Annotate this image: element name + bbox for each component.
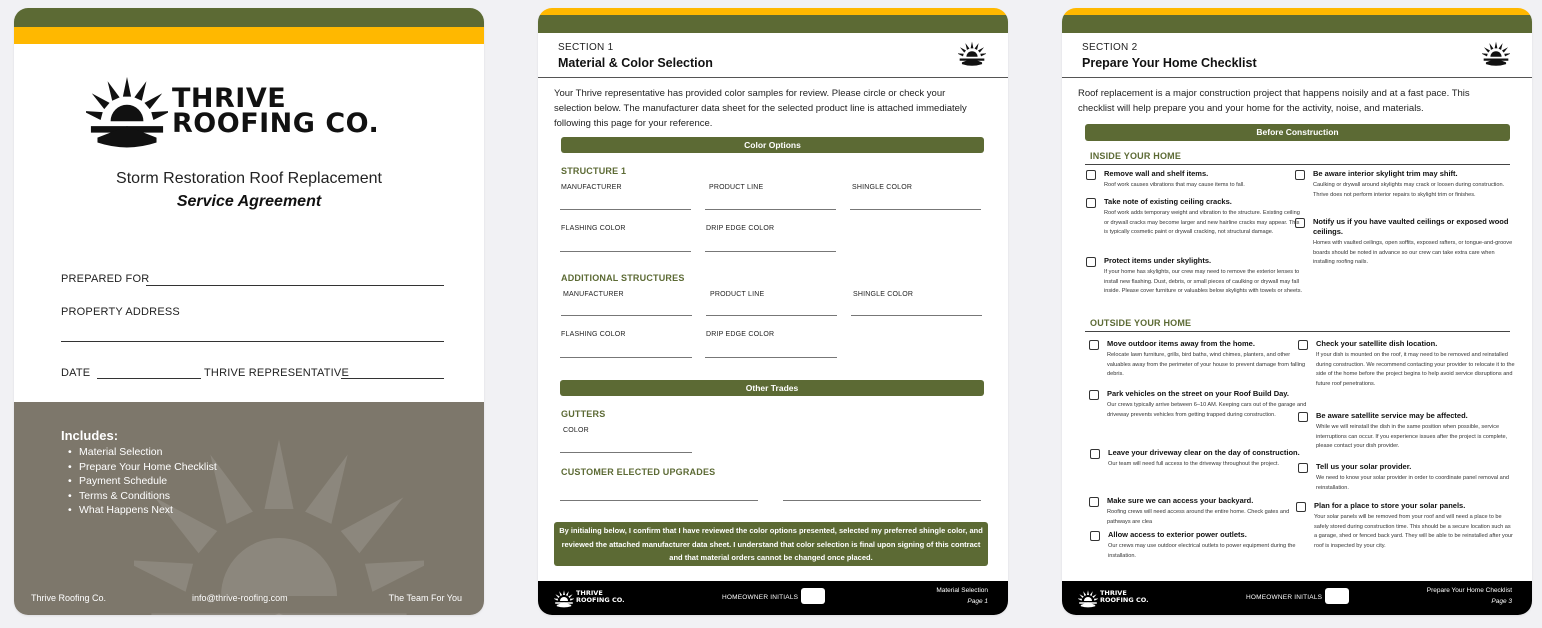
checkbox[interactable] xyxy=(1295,170,1305,180)
sun-logo-icon xyxy=(958,40,986,68)
checkbox[interactable] xyxy=(1089,497,1099,507)
flashing-color-field[interactable] xyxy=(560,357,692,358)
footer-logo xyxy=(1078,589,1158,607)
includes-title: Includes: xyxy=(61,428,119,443)
prepared-for-label: PREPARED FOR xyxy=(61,273,150,285)
shingle-color-field[interactable] xyxy=(851,315,982,316)
cover-footer xyxy=(14,593,484,607)
footer-tagline: The Team For You xyxy=(388,593,462,603)
sun-logo-icon xyxy=(1482,40,1510,68)
gutters-heading: GUTTERS xyxy=(561,409,606,419)
drip-edge-label: DRIP EDGE COLOR xyxy=(706,225,775,232)
checkbox[interactable] xyxy=(1086,198,1096,208)
checkbox[interactable] xyxy=(1086,170,1096,180)
checklist-item: Notify us if you have vaulted ceilings or exposed wood ceilings. Homes with vaulted ceilings, open soffits, exposed rafters, or tongue-and-groove boards should be noted in advance so our crew can take extra care when installing roofing nails. xyxy=(1313,217,1513,268)
top-green-band xyxy=(1062,15,1532,33)
structure1-heading: STRUCTURE 1 xyxy=(561,166,627,176)
upgrade-field-2[interactable] xyxy=(783,500,981,501)
footer-logo-line-1: THRIVE xyxy=(1100,589,1127,597)
flashing-color-label: FLASHING COLOR xyxy=(561,225,626,232)
homeowner-initials-field[interactable] xyxy=(1325,588,1349,604)
sun-logo-icon xyxy=(86,72,168,154)
cover-title: Storm Restoration Roof Replacement xyxy=(116,170,382,187)
manufacturer-field[interactable] xyxy=(560,209,691,210)
section-intro: Your Thrive representative has provided color samples for review. Please circle or check your selection below. The manufacturer data sheet for the selected product line is attached immediately following this page for your reference. xyxy=(554,88,967,129)
includes-item: • Material Selection xyxy=(79,445,217,460)
homeowner-initials-field[interactable] xyxy=(801,588,825,604)
company-logo xyxy=(86,72,416,152)
flashing-color-field[interactable] xyxy=(560,251,691,252)
cover-bottom-panel xyxy=(14,402,484,615)
top-green-band xyxy=(538,15,1008,33)
date-label: DATE xyxy=(61,367,91,379)
product-line-label: PRODUCT LINE xyxy=(709,184,764,191)
includes-list xyxy=(79,445,217,518)
inside-home-heading: INSIDE YOUR HOME xyxy=(1090,151,1182,161)
includes-item: • Prepare Your Home Checklist xyxy=(79,460,217,475)
checklist-item: Be aware satellite service may be affected. While we will reinstall the dish in the same position when possible, service interruptions can occur. If you experience issues after the project is complete, please contact your dish provider. xyxy=(1316,411,1516,452)
checklist-item: Leave your driveway clear on the day of construction. Our team will need full access to the driveway throughout the project. xyxy=(1108,448,1308,470)
additional-structures-heading: ADDITIONAL STRUCTURES xyxy=(561,273,685,283)
gutter-color-label: COLOR xyxy=(563,427,589,434)
checklist-item: Be aware interior skylight trim may shift. Caulking or drywall around skylights may crack or loosen during construction. Thrive does not perform interior repairs to skylight trim or finishes. xyxy=(1313,169,1513,200)
product-line-label: PRODUCT LINE xyxy=(710,291,765,298)
checkbox[interactable] xyxy=(1090,449,1100,459)
upgrade-field-1[interactable] xyxy=(560,500,758,501)
date-field[interactable] xyxy=(97,378,201,379)
gutter-color-field[interactable] xyxy=(560,452,692,453)
includes-item: • Payment Schedule xyxy=(79,474,217,489)
shingle-color-label: SHINGLE COLOR xyxy=(853,291,914,298)
manufacturer-label: MANUFACTURER xyxy=(563,291,624,298)
section-rule xyxy=(1062,77,1532,78)
includes-item: • Terms & Conditions xyxy=(79,489,217,504)
inside-home-rule xyxy=(1085,164,1510,165)
drip-edge-field[interactable] xyxy=(705,251,836,252)
color-options-bar: Color Options xyxy=(561,137,984,153)
section-title: Prepare Your Home Checklist xyxy=(1082,56,1257,70)
checkbox[interactable] xyxy=(1296,502,1306,512)
checkbox[interactable] xyxy=(1298,463,1308,473)
footer-section-name: Material Selection xyxy=(936,587,988,594)
checklist-item: Allow access to exterior power outlets. Our crews may use outdoor electrical outlets to power equipment during the installation. xyxy=(1108,530,1308,561)
footer-email[interactable]: info@thrive-roofing.com xyxy=(192,593,288,603)
footer-page-number: Page 1 xyxy=(967,598,988,605)
section-intro: Roof replacement is a major construction project that happens noisily and at a fast pace. This checklist will help prepare you and your home for the activity, noise, and materials. xyxy=(1078,88,1470,114)
checklist-item: Protect items under skylights. If your home has skylights, our crew may need to remove the exterior lenses to install new flashing. Dust, debris, or small pieces of caulking or drywall may fall inside. Please cover furniture or valuables below skylights with towels or sheets. xyxy=(1104,256,1304,297)
cover-top-band xyxy=(14,8,484,27)
shingle-color-label: SHINGLE COLOR xyxy=(852,184,913,191)
homeowner-initials-label: HOMEOWNER INITIALS xyxy=(722,594,799,601)
outside-home-rule xyxy=(1085,331,1510,332)
section-title: Material & Color Selection xyxy=(558,56,713,70)
homeowner-initials-label: HOMEOWNER INITIALS xyxy=(1246,594,1323,601)
drip-edge-label: DRIP EDGE COLOR xyxy=(706,331,775,338)
top-yellow-band xyxy=(1062,8,1532,15)
representative-label: THRIVE REPRESENTATIVE xyxy=(204,367,349,379)
includes-item: • What Happens Next xyxy=(79,503,217,518)
section-label: SECTION 2 xyxy=(1082,42,1138,53)
top-yellow-band xyxy=(538,8,1008,15)
footer-logo-line-2: ROOFING CO. xyxy=(1100,596,1149,604)
checklist-item: Make sure we can access your backyard. Roofing crews will need access around the entire home. Check gates and pathways are clea xyxy=(1107,496,1307,527)
product-line-field[interactable] xyxy=(706,315,837,316)
property-address-field[interactable] xyxy=(61,341,444,342)
cover-page xyxy=(14,8,484,615)
footer-logo-line-2: ROOFING CO. xyxy=(576,596,625,604)
before-construction-bar: Before Construction xyxy=(1085,124,1510,141)
manufacturer-field[interactable] xyxy=(561,315,692,316)
section1-page xyxy=(538,8,1008,615)
logo-line-1: THRIVE xyxy=(172,83,287,114)
footer-page-number: Page 3 xyxy=(1491,598,1512,605)
confirmation-box: By initialing below, I confirm that I have reviewed the color options presented, selected my preferred shingle color, and reviewed the attached manufacturer data sheet. I understand that color selection is final upon signing of this contract and that material orders cannot be changed once placed. xyxy=(554,522,988,566)
section-rule xyxy=(538,77,1008,78)
prepared-for-field[interactable] xyxy=(146,285,444,286)
footer-logo-line-1: THRIVE xyxy=(576,589,603,597)
flashing-color-label: FLASHING COLOR xyxy=(561,331,626,338)
checklist-item: Plan for a place to store your solar panels. Your solar panels will be removed from your roof and will need a place to be safely stored during construction time. This should be a secure location such as a garage, shed or fenced back yard. They will be able to be reinstalled after your roof is inspected by your city. xyxy=(1314,501,1514,551)
cover-yellow-band xyxy=(14,27,484,44)
checkbox[interactable] xyxy=(1089,340,1099,350)
checkbox[interactable] xyxy=(1298,412,1308,422)
cover-subtitle: Service Agreement xyxy=(176,193,322,210)
page-footer xyxy=(1062,581,1532,615)
footer-logo xyxy=(554,589,634,607)
footer-section-name: Prepare Your Home Checklist xyxy=(1426,587,1512,594)
manufacturer-label: MANUFACTURER xyxy=(561,184,622,191)
footer-company: Thrive Roofing Co. xyxy=(31,593,107,603)
sun-logo-icon xyxy=(554,589,574,609)
checklist-item: Park vehicles on the street on your Roof Build Day. Our crews typically arrive between 6–10 AM. Keeping cars out of the garage and driveway prevents vehicles from getting trapped during construction. xyxy=(1107,389,1307,420)
checklist-item: Check your satellite dish location. If your dish is mounted on the roof, it may need to be removed and reinstalled during construction. We recommend contacting your provider to relocate it to the side of the home before the project begins to help avoid service disruptions and future roof penetrations. xyxy=(1316,339,1516,389)
sun-logo-icon xyxy=(1078,589,1098,609)
checkbox[interactable] xyxy=(1086,257,1096,267)
checklist-item: Remove wall and shelf items. Roof work causes vibrations that may cause items to fall. xyxy=(1104,169,1304,191)
representative-field[interactable] xyxy=(341,378,444,379)
section2-page xyxy=(1062,8,1532,615)
page-footer xyxy=(538,581,1008,615)
checklist-item: Take note of existing ceiling cracks. Roof work adds temporary weight and vibration to the structure. Existing ceiling or drywall cracks may become larger and new hairline cracks may appear. This is typically cosmetic paint or drywall cracking, not structural damage. xyxy=(1104,197,1304,238)
drip-edge-field[interactable] xyxy=(705,357,837,358)
shingle-color-field[interactable] xyxy=(850,209,981,210)
checkbox[interactable] xyxy=(1090,531,1100,541)
other-trades-bar: Other Trades xyxy=(560,380,984,396)
checkbox[interactable] xyxy=(1089,390,1099,400)
upgrades-heading: CUSTOMER ELECTED UPGRADES xyxy=(561,467,716,477)
checklist-item: Tell us your solar provider. We need to know your solar provider in order to coordinate panel removal and reinstallation. xyxy=(1316,462,1516,493)
property-address-label: PROPERTY ADDRESS xyxy=(61,306,180,318)
checkbox[interactable] xyxy=(1295,218,1305,228)
outside-home-heading: OUTSIDE YOUR HOME xyxy=(1090,318,1192,328)
product-line-field[interactable] xyxy=(705,209,836,210)
checkbox[interactable] xyxy=(1298,340,1308,350)
section-label: SECTION 1 xyxy=(558,42,614,53)
checklist-item: Move outdoor items away from the home. Relocate lawn furniture, grills, bird baths, wind chimes, planters, and other valuables away from the perimeter of your house to prevent damage from falling debris. xyxy=(1107,339,1307,380)
logo-line-2: ROOFING CO. xyxy=(172,108,380,139)
